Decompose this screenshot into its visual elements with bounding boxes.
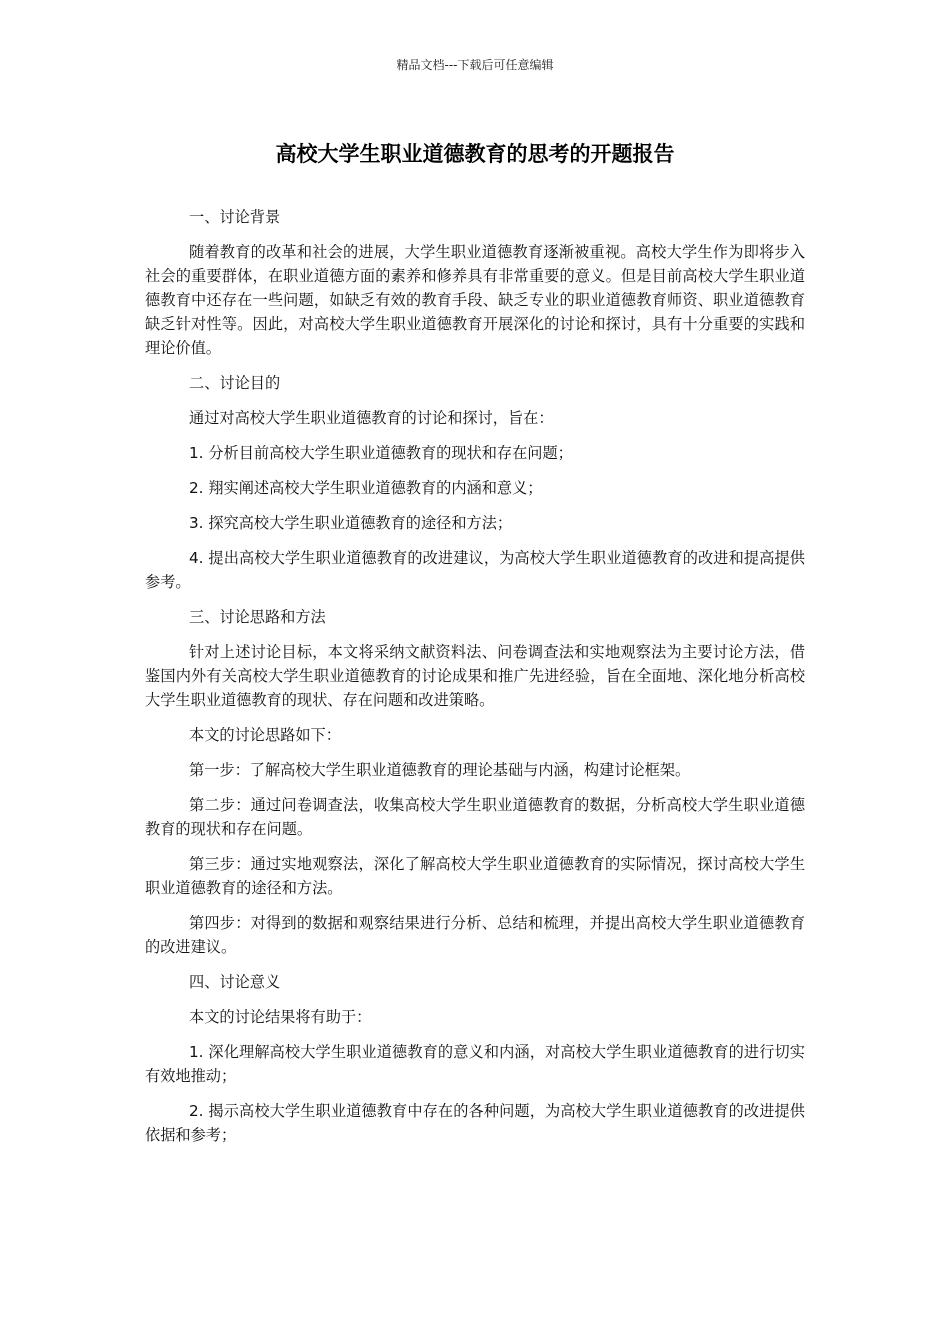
list-item-significance-1: 1. 深化理解高校大学生职业道德教育的意义和内涵，对高校大学生职业道德教育的进行切实有效地推动； bbox=[145, 1043, 805, 1085]
list-item-purpose-3: 3. 探究高校大学生职业道德教育的途径和方法； bbox=[189, 514, 513, 532]
step-2: 第二步：通过问卷调查法，收集高校大学生职业道德教育的数据，分析高校大学生职业道德教育的现状和存在问题。 bbox=[145, 796, 805, 838]
section-heading-purpose: 二、讨论目的 bbox=[189, 374, 281, 392]
paragraph-background: 随着教育的改革和社会的进展，大学生职业道德教育逐渐被重视。高校大学生作为即将步入社会的重要群体，在职业道德方面的素养和修养具有非常重要的意义。但是目前高校大学生职业道德教育中还存在一些问题，如缺乏有效的教育手段、缺乏专业的职业道德教育师资、职业道德教育缺乏针对性等。因此，对高校大学生职业道德教育开展深化的讨论和探讨，具有十分重要的实践和理论价值。 bbox=[145, 243, 805, 357]
list-item-purpose-4: 4. 提出高校大学生职业道德教育的改进建议，为高校大学生职业道德教育的改进和提高提供参考。 bbox=[145, 549, 805, 591]
section-heading-background: 一、讨论背景 bbox=[189, 208, 281, 226]
header-note: 精品文档---下载后可任意编辑 bbox=[396, 58, 554, 72]
step-1: 第一步：了解高校大学生职业道德教育的理论基础与内涵，构建讨论框架。 bbox=[189, 761, 691, 779]
document-title: 高校大学生职业道德教育的思考的开题报告 bbox=[275, 142, 675, 166]
section-heading-significance: 四、讨论意义 bbox=[189, 973, 281, 991]
paragraph-significance-intro: 本文的讨论结果将有助于： bbox=[189, 1008, 372, 1026]
paragraph-methods: 针对上述讨论目标，本文将采纳文献资料法、问卷调查法和实地观察法为主要讨论方法，借鉴国内外有关高校大学生职业道德教育的讨论成果和推广先进经验，旨在全面地、深化地分析高校大学生职业道德教育的现状、存在问题和改进策略。 bbox=[145, 643, 805, 709]
list-item-significance-2: 2. 揭示高校大学生职业道德教育中存在的各种问题，为高校大学生职业道德教育的改进提供依据和参考； bbox=[145, 1102, 805, 1144]
document-body bbox=[145, 205, 805, 1158]
list-item-purpose-2: 2. 翔实阐述高校大学生职业道德教育的内涵和意义； bbox=[189, 479, 543, 497]
section-heading-methods: 三、讨论思路和方法 bbox=[189, 608, 326, 626]
step-4: 第四步：对得到的数据和观察结果进行分析、总结和梳理，并提出高校大学生职业道德教育的改进建议。 bbox=[145, 914, 805, 956]
paragraph-purpose-intro: 通过对高校大学生职业道德教育的讨论和探讨，旨在： bbox=[189, 409, 554, 427]
step-3: 第三步：通过实地观察法，深化了解高校大学生职业道德教育的实际情况，探讨高校大学生职业道德教育的途径和方法。 bbox=[145, 855, 805, 897]
list-item-purpose-1: 1. 分析目前高校大学生职业道德教育的现状和存在问题； bbox=[189, 444, 573, 462]
paragraph-approach-intro: 本文的讨论思路如下： bbox=[189, 726, 341, 744]
